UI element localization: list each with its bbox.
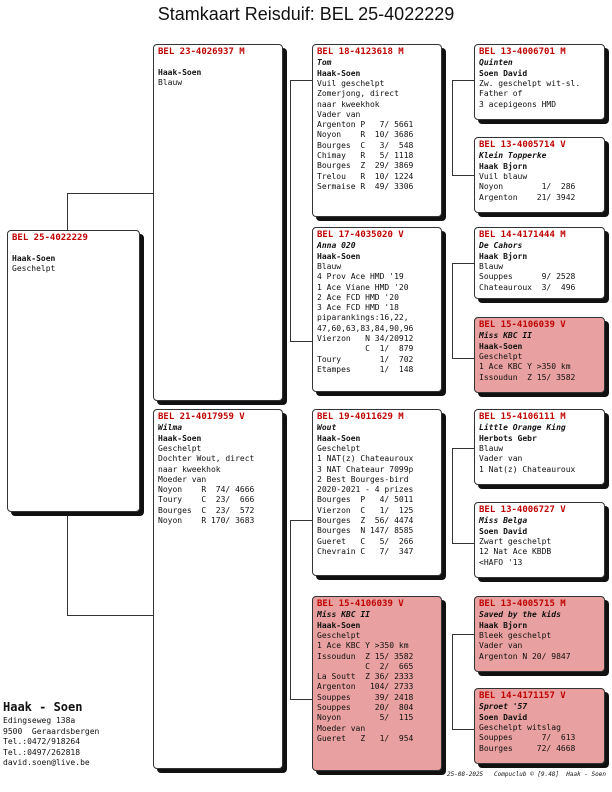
breeder: Soen David (479, 69, 528, 78)
info-line: Souppes 9/ 2528 (479, 272, 576, 282)
info-line: Souppes 20/ 804 (317, 703, 414, 713)
info-line: Bourges Z 29/ 3869 (317, 161, 414, 171)
pigeon-name: Quinten (479, 58, 513, 67)
info-line: Vader van (317, 109, 361, 119)
info-line: Bleek geschelpt (479, 631, 552, 640)
connector-line (452, 634, 474, 635)
connector-line (290, 80, 291, 342)
connector-line (67, 193, 68, 230)
info-line: 4 Prov Ace HMD '19 (317, 272, 404, 282)
info-line: Souppes 39/ 2418 (317, 692, 414, 702)
info-line: Moeder van (317, 723, 366, 733)
breeder: Haak-Soen (158, 68, 202, 77)
info-line: Zw. geschelpt wit-sl. (479, 79, 581, 88)
info-line: Bourges P 4/ 5011 (317, 495, 414, 505)
info-line: Issoudun Z 15/ 3582 (479, 372, 576, 382)
dam-dam-sire-card[interactable] (474, 596, 605, 672)
breeder: Haak Bjorn (479, 252, 528, 261)
owner-address: Edingseweg 138a (3, 716, 76, 725)
info-line: Blauw (317, 262, 342, 271)
info-line: 12 Nat Ace KBDB (479, 547, 552, 557)
dam-dam-card[interactable] (312, 596, 442, 771)
info-line: Bourges 72/ 4668 (479, 743, 576, 753)
page-title: Stamkaart Reisduif: BEL 25-4022229 (157, 4, 455, 24)
info-line: Dochter Wout, direct (158, 454, 255, 464)
connector-line (452, 448, 474, 449)
pigeon-name: Sproet '57 (479, 702, 528, 711)
subject-pigeon-card[interactable] (7, 230, 140, 512)
dam-sire-card[interactable] (312, 409, 442, 576)
info-line: 47,60,63,83,84,90,96 (317, 323, 414, 333)
info-line: naar kweekhok (158, 464, 221, 474)
connector-line (452, 358, 474, 359)
info-line: Argenton 104/ 2733 (317, 682, 414, 692)
breeder: Soen David (479, 713, 528, 722)
info-line: Vuil geschelpt (317, 79, 385, 88)
info-line: 1 NAT(z) Chateauroux (317, 454, 414, 464)
info-line: C 2/ 665 (317, 661, 414, 671)
owner-phone: Tel.:0497/262818 (3, 747, 81, 757)
breeder: Haak-Soen (12, 254, 56, 263)
ring-number: BEL 18-4123618 M (317, 47, 404, 57)
info-line: 3 Ace FCD HMD '18 (317, 303, 399, 313)
connector-line (67, 193, 153, 194)
owner-email[interactable]: david.soen@live.be (3, 758, 90, 767)
ring-number: BEL 19-4011629 M (317, 412, 404, 422)
ring-number: BEL 13-4005715 M (479, 599, 566, 609)
connector-line (452, 448, 453, 544)
info-line: Geschelpt (317, 444, 361, 453)
breeder: Haak Bjorn (479, 162, 528, 171)
footer-credit: 25-08-2025 Compuclub © [9.48] Haak - Soen (447, 771, 606, 778)
info-line: C 1/ 879 (317, 344, 414, 354)
info-line: Geschelpt (158, 444, 202, 453)
info-line: Bourges N 147/ 8585 (317, 526, 414, 536)
info-line: Toury C 23/ 666 (158, 495, 255, 505)
info-line: Chevrain C 7/ 347 (317, 546, 414, 556)
breeder: Herbots Gebr (479, 434, 537, 443)
dam-sire-dam-card[interactable] (474, 502, 605, 578)
pigeon-name: Miss KBC II (317, 610, 370, 619)
info-line: 1 Ace Viane HMD '20 (317, 282, 409, 292)
info-line: 2020-2021 - 4 prizes (317, 485, 414, 495)
breeder: Haak-Soen (158, 434, 202, 443)
info-line: Argenton N 20/ 9847 (479, 651, 571, 661)
dam-dam-dam-card[interactable] (474, 688, 605, 764)
connector-line (452, 263, 453, 359)
info-line: Blauw (479, 444, 504, 453)
sire-dam-card[interactable] (312, 227, 442, 392)
connector-line (452, 543, 474, 544)
pigeon-name: Miss Belga (479, 516, 528, 525)
owner-name: Haak - Soen (3, 700, 83, 714)
connector-line (290, 699, 312, 700)
sire-dam-dam-card[interactable] (474, 317, 605, 393)
info-line: Trelou R 10/ 1224 (317, 171, 414, 181)
info-line: Geschelpt (12, 264, 56, 273)
info-line: Vader van (479, 641, 523, 651)
connector-line (290, 520, 291, 700)
connector-line (452, 175, 474, 176)
ring-number: BEL 15-4106039 V (479, 320, 566, 330)
breeder: Soen David (479, 527, 528, 536)
info-line: 3 acepigeons HMD (479, 99, 557, 109)
dam-sire-sire-card[interactable] (474, 409, 605, 485)
info-line: Gueret C 5/ 266 (317, 536, 414, 546)
connector-line (452, 263, 474, 264)
pigeon-name: Wout (317, 423, 337, 432)
info-line: Souppes 7/ 613 (479, 733, 576, 743)
connector-line (452, 80, 453, 176)
info-line: 1 Nat(z) Chateauroux (479, 464, 576, 474)
info-line: Bourges C 23/ 572 (158, 505, 255, 515)
info-line: Noyon 1/ 286 (479, 182, 576, 192)
sire-sire-dam-card[interactable] (474, 137, 605, 213)
info-line: Noyon R 10/ 3686 (317, 130, 414, 140)
info-line: Argenton P 7/ 5661 (317, 120, 414, 130)
info-line: Sermaise R 49/ 3306 (317, 181, 414, 191)
connector-line (67, 512, 68, 616)
owner-phone: Tel.:0472/918264 (3, 737, 81, 746)
info-line: Geschelpt (317, 631, 361, 640)
breeder: Haak-Soen (479, 342, 523, 351)
info-line: Vierzon C 1/ 125 (317, 505, 414, 515)
ring-number: BEL 14-4171157 V (479, 691, 566, 701)
info-line: Moeder van (158, 474, 207, 484)
ring-number: BEL 14-4171444 M (479, 230, 566, 240)
ring-number: BEL 13-4005714 V (479, 140, 566, 150)
info-line: Chateauroux 3/ 496 (479, 282, 576, 292)
breeder: Haak-Soen (317, 434, 361, 443)
info-line: Issoudun Z 15/ 3582 (317, 651, 414, 661)
dam-card[interactable] (153, 409, 283, 769)
info-line: <HAFO '13 (479, 557, 523, 567)
info-line: Geschelpt witslag (479, 723, 561, 732)
info-line: Argenton 21/ 3942 (479, 192, 576, 202)
connector-line (452, 729, 474, 730)
info-line: Bourges C 3/ 548 (317, 140, 414, 150)
pigeon-name: Tom (317, 58, 332, 67)
info-line: Etampes 1/ 148 (317, 364, 414, 374)
info-line: La Soutt Z 36/ 2333 (317, 672, 414, 682)
info-line: Blauw (158, 78, 183, 87)
pigeon-name: De Cahors (479, 241, 523, 250)
pigeon-name: Anna 020 (317, 241, 356, 250)
connector-line (290, 80, 312, 81)
ring-number: BEL 13-4006701 M (479, 47, 566, 57)
info-line: Toury 1/ 702 (317, 354, 414, 364)
sire-dam-sire-card[interactable] (474, 227, 605, 299)
info-line: Vierzon N 34/20912 (317, 334, 414, 344)
info-line: 1 Ace KBC Y >350 km (317, 641, 409, 651)
ring-number: BEL 15-4106111 M (479, 412, 566, 422)
info-line: piparankings:16,22, (317, 313, 409, 323)
breeder: Haak-Soen (317, 252, 361, 261)
info-line: naar kweekhok (317, 99, 380, 109)
ring-number: BEL 13-4006727 V (479, 505, 566, 515)
info-line: 3 NAT Chateaur 7099p (317, 464, 414, 474)
ring-number: BEL 21-4017959 V (158, 412, 245, 422)
connector-line (67, 615, 153, 616)
info-line: Vader van (479, 454, 523, 464)
info-line: Zwart geschelpt (479, 537, 552, 546)
info-line: Bourges Z 56/ 4474 (317, 516, 414, 526)
ring-number: BEL 17-4035020 V (317, 230, 404, 240)
pigeon-name: Klein Topperke (479, 151, 547, 160)
ring-number: BEL 23-4026937 M (158, 47, 245, 57)
pigeon-name: Miss KBC II (479, 331, 532, 340)
breeder: Haak Bjorn (479, 621, 528, 630)
info-line: 2 Best Bourges-bird (317, 474, 409, 484)
connector-line (290, 341, 312, 342)
info-line: Blauw (479, 262, 504, 271)
sire-sire-sire-card[interactable] (474, 44, 605, 120)
ring-number: BEL 15-4106039 V (317, 599, 404, 609)
info-line: Father of (479, 89, 523, 99)
info-line: Noyon R 170/ 3683 (158, 516, 255, 526)
pigeon-name: Saved by the kids (479, 610, 561, 619)
sire-sire-card[interactable] (312, 44, 442, 217)
info-line: Noyon 5/ 115 (317, 713, 414, 723)
connector-line (452, 634, 453, 730)
owner-info (3, 700, 99, 769)
info-line: Zomerjong, direct (317, 89, 399, 99)
breeder: Haak-Soen (317, 621, 361, 630)
info-line: 2 Ace FCD HMD '20 (317, 292, 399, 302)
breeder: Haak-Soen (317, 69, 361, 78)
sire-card[interactable] (153, 44, 283, 401)
info-line: Geschelpt (479, 352, 523, 361)
info-line: Gueret Z 1/ 954 (317, 733, 414, 743)
pigeon-name: Wilma (158, 423, 183, 432)
info-line: Vuil blauw (479, 172, 528, 181)
info-line: Chimay R 5/ 1118 (317, 151, 414, 161)
owner-city: 9500 Geraardsbergen (3, 726, 100, 736)
pigeon-name: Little Orange King (479, 423, 566, 432)
info-line: 1 Ace KBC Y >350 km (479, 362, 571, 372)
ring-number: BEL 25-4022229 (12, 233, 88, 243)
connector-line (290, 520, 312, 521)
info-line: Noyon R 74/ 4666 (158, 485, 255, 495)
connector-line (452, 80, 474, 81)
